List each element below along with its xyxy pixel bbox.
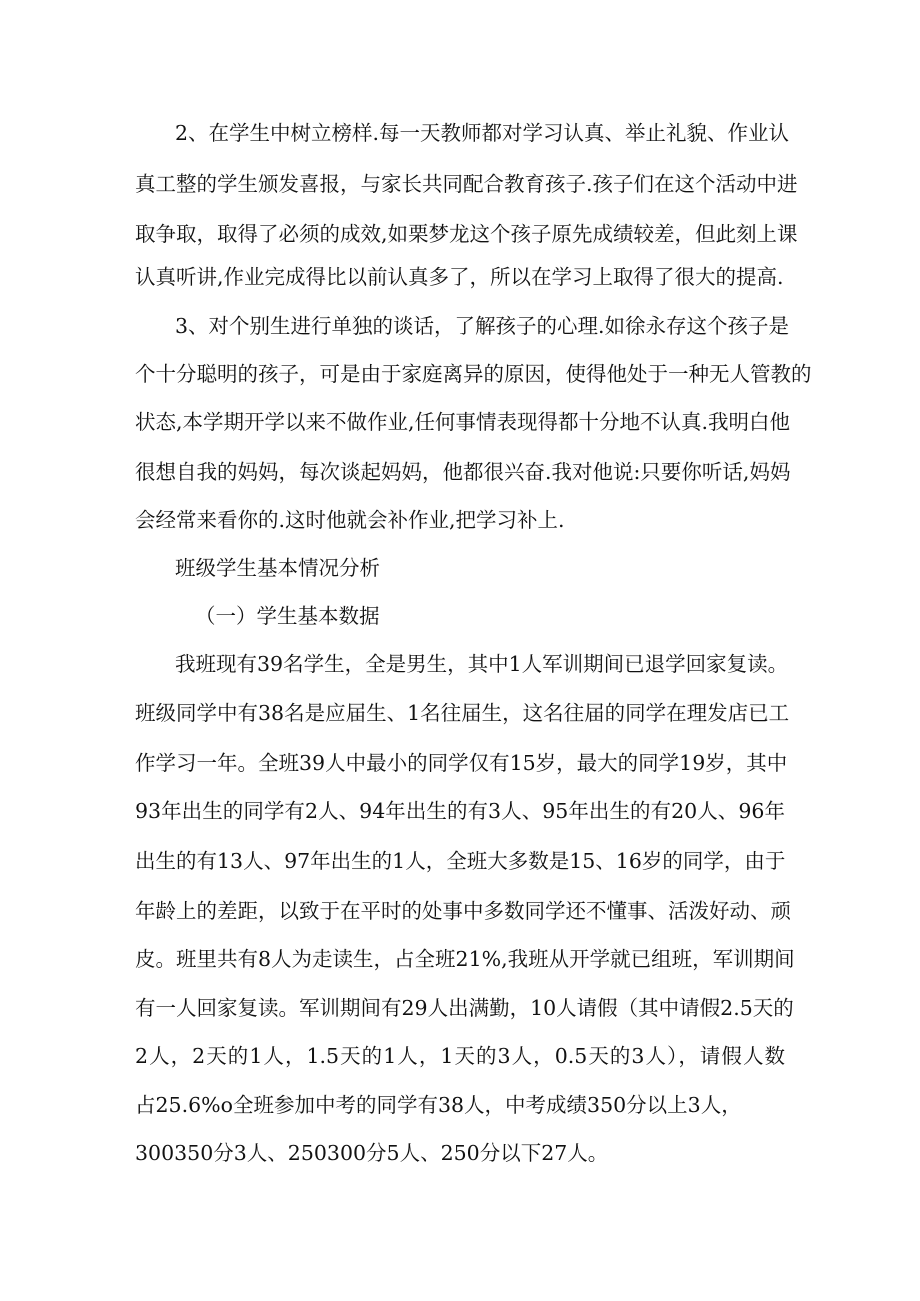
data-paragraph-line-6: 年龄上的差距，以致于在平时的处事中多数同学还不懂事、活泼好动、顽 (135, 899, 791, 923)
paragraph-3-line-1: 3、对个别生进行单独的谈话，了解孩子的心理.如徐永存这个孩子是 (175, 314, 790, 338)
data-paragraph-line-5: 出生的有13人、97年出生的1人，全班大多数是15、16岁的同学，由于 (135, 849, 786, 873)
data-paragraph-line-10: 占25.6%o全班参加中考的同学有38人，中考成绩350分以上3人， (135, 1093, 742, 1117)
data-paragraph-line-4: 93年出生的同学有2人、94年出生的有3人、95年出生的有20人、96年 (135, 799, 785, 823)
data-paragraph-line-1: 我班现有39名学生，全是男生，其中1人军训期间已退学回家复读。 (175, 652, 789, 676)
data-paragraph-line-9: 2人，2天的1人，1.5天的1人，1天的3人，0.5天的3人），请假人数 (135, 1044, 785, 1068)
data-paragraph-line-8: 有一人回家复读。军训期间有29人出满勤，10人请假（其中请假2.5天的 (135, 996, 794, 1020)
paragraph-3-line-2: 个十分聪明的孩子，可是由于家庭离异的原因，使得他处于一种无人管教的 (135, 362, 812, 386)
paragraph-3-line-3: 状态,本学期开学以来不做作业,任何事情表现得都十分地不认真.我明白他 (135, 410, 791, 434)
section-title: 班级学生基本情况分析 (175, 556, 380, 580)
data-paragraph-line-3: 作学习一年。全班39人中最小的同学仅有15岁，最大的同学19岁，其中 (135, 751, 788, 775)
data-paragraph-line-11: 300350分3人、250300分5人、250分以下27人。 (135, 1141, 609, 1165)
paragraph-3-line-5: 会经常来看你的.这时他就会补作业,把学习补上. (135, 508, 565, 532)
data-paragraph-line-2: 班级同学中有38名是应届生、1名往届生，这名往届的同学在理发店已工 (135, 701, 790, 725)
data-paragraph-line-7: 皮。班里共有8人为走读生，占全班21%,我班从开学就已组班，军训期间 (135, 947, 795, 971)
paragraph-2-line-1: 2、在学生中树立榜样.每一天教师都对学习认真、举止礼貌、作业认 (175, 121, 790, 145)
paragraph-3-line-4: 很想自我的妈妈，每次谈起妈妈，他都很兴奋.我对他说:只要你听话,妈妈 (135, 460, 791, 484)
subsection-title: （一）学生基本数据 (195, 604, 380, 628)
paragraph-2-line-2: 真工整的学生颁发喜报，与家长共同配合教育孩子.孩子们在这个活动中进 (135, 172, 798, 196)
paragraph-2-line-3: 取争取，取得了必须的成效,如栗梦龙这个孩子原先成绩较差，但此刻上课 (135, 222, 798, 246)
paragraph-2-line-4: 认真听讲,作业完成得比以前认真多了，所以在学习上取得了很大的提高. (135, 265, 784, 289)
